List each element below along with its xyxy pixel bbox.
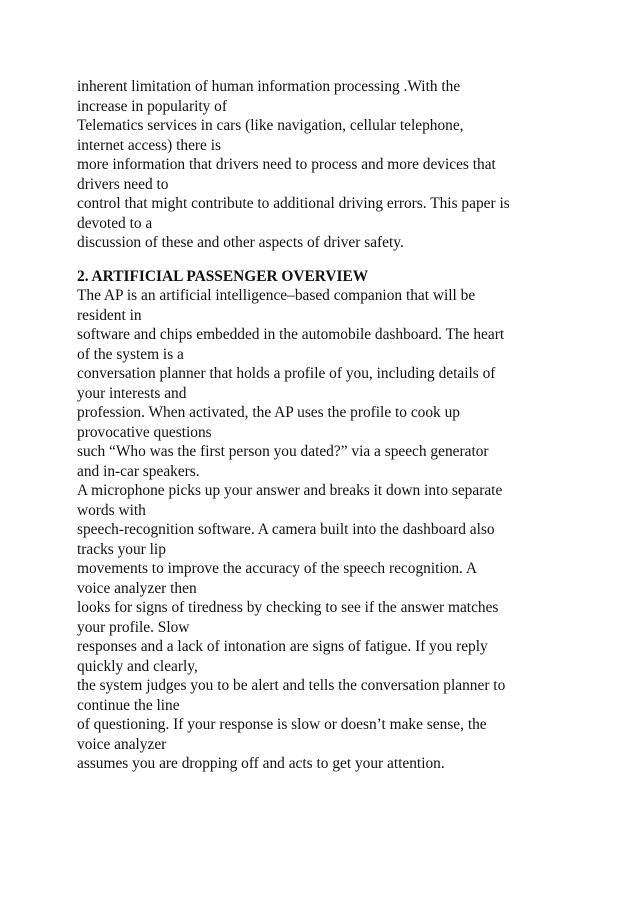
text-line: assumes you are dropping off and acts to get your attention. [77, 755, 445, 772]
text-line: voice analyzer [77, 735, 167, 753]
text-line: A microphone picks up your answer and breaks it down into separate [77, 482, 503, 499]
text-line: voice analyzer then [77, 579, 197, 597]
text-line: continue the line [77, 696, 180, 714]
text-line: drivers need to [77, 175, 169, 193]
section-heading: 2. ARTIFICIAL PASSENGER OVERVIEW [77, 267, 369, 285]
text-line: increase in popularity of [77, 97, 228, 115]
document-text [77, 77, 577, 774]
text-line: your profile. Slow [77, 618, 190, 636]
text-line: and in-car speakers. [77, 462, 200, 480]
text-line: software and chips embedded in the automobile dashboard. The heart [77, 326, 505, 343]
text-line: Telematics services in cars (like navigation, cellular telephone, [77, 117, 464, 134]
text-line: conversation planner that holds a profile of you, including details of [77, 365, 496, 382]
text-line: movements to improve the accuracy of the speech recognition. A [77, 560, 478, 577]
text-line: profession. When activated, the AP uses the profile to cook up [77, 404, 460, 421]
text-line: such “Who was the first person you dated?” via a speech generator [77, 443, 489, 460]
paragraph-gap [77, 253, 577, 267]
text-line: inherent limitation of human information processing .With the [77, 78, 461, 95]
text-line: discussion of these and other aspects of driver safety. [77, 234, 404, 251]
text-line: tracks your lip [77, 540, 166, 558]
text-line: more information that drivers need to process and more devices that [77, 156, 496, 173]
text-line: your interests and [77, 384, 187, 402]
intro-paragraph [77, 77, 577, 253]
text-line: of questioning. If your response is slow or doesn’t make sense, the [77, 716, 487, 733]
text-line: control that might contribute to additional driving errors. This paper is [77, 195, 510, 212]
text-line: internet access) there is [77, 136, 222, 154]
text-line: quickly and clearly, [77, 657, 198, 675]
text-line: words with [77, 501, 146, 519]
text-line: the system judges you to be alert and tells the conversation planner to [77, 677, 506, 694]
text-line: provocative questions [77, 423, 212, 441]
section-body [77, 286, 577, 774]
text-line: The AP is an artificial intelligence–based companion that will be [77, 287, 476, 304]
text-line: devoted to a [77, 214, 153, 232]
text-line: looks for signs of tiredness by checking to see if the answer matches [77, 599, 499, 616]
text-line: speech-recognition software. A camera built into the dashboard also [77, 521, 495, 538]
text-line: of the system is a [77, 345, 184, 363]
text-line: resident in [77, 306, 142, 324]
text-line: responses and a lack of intonation are signs of fatigue. If you reply [77, 638, 488, 655]
